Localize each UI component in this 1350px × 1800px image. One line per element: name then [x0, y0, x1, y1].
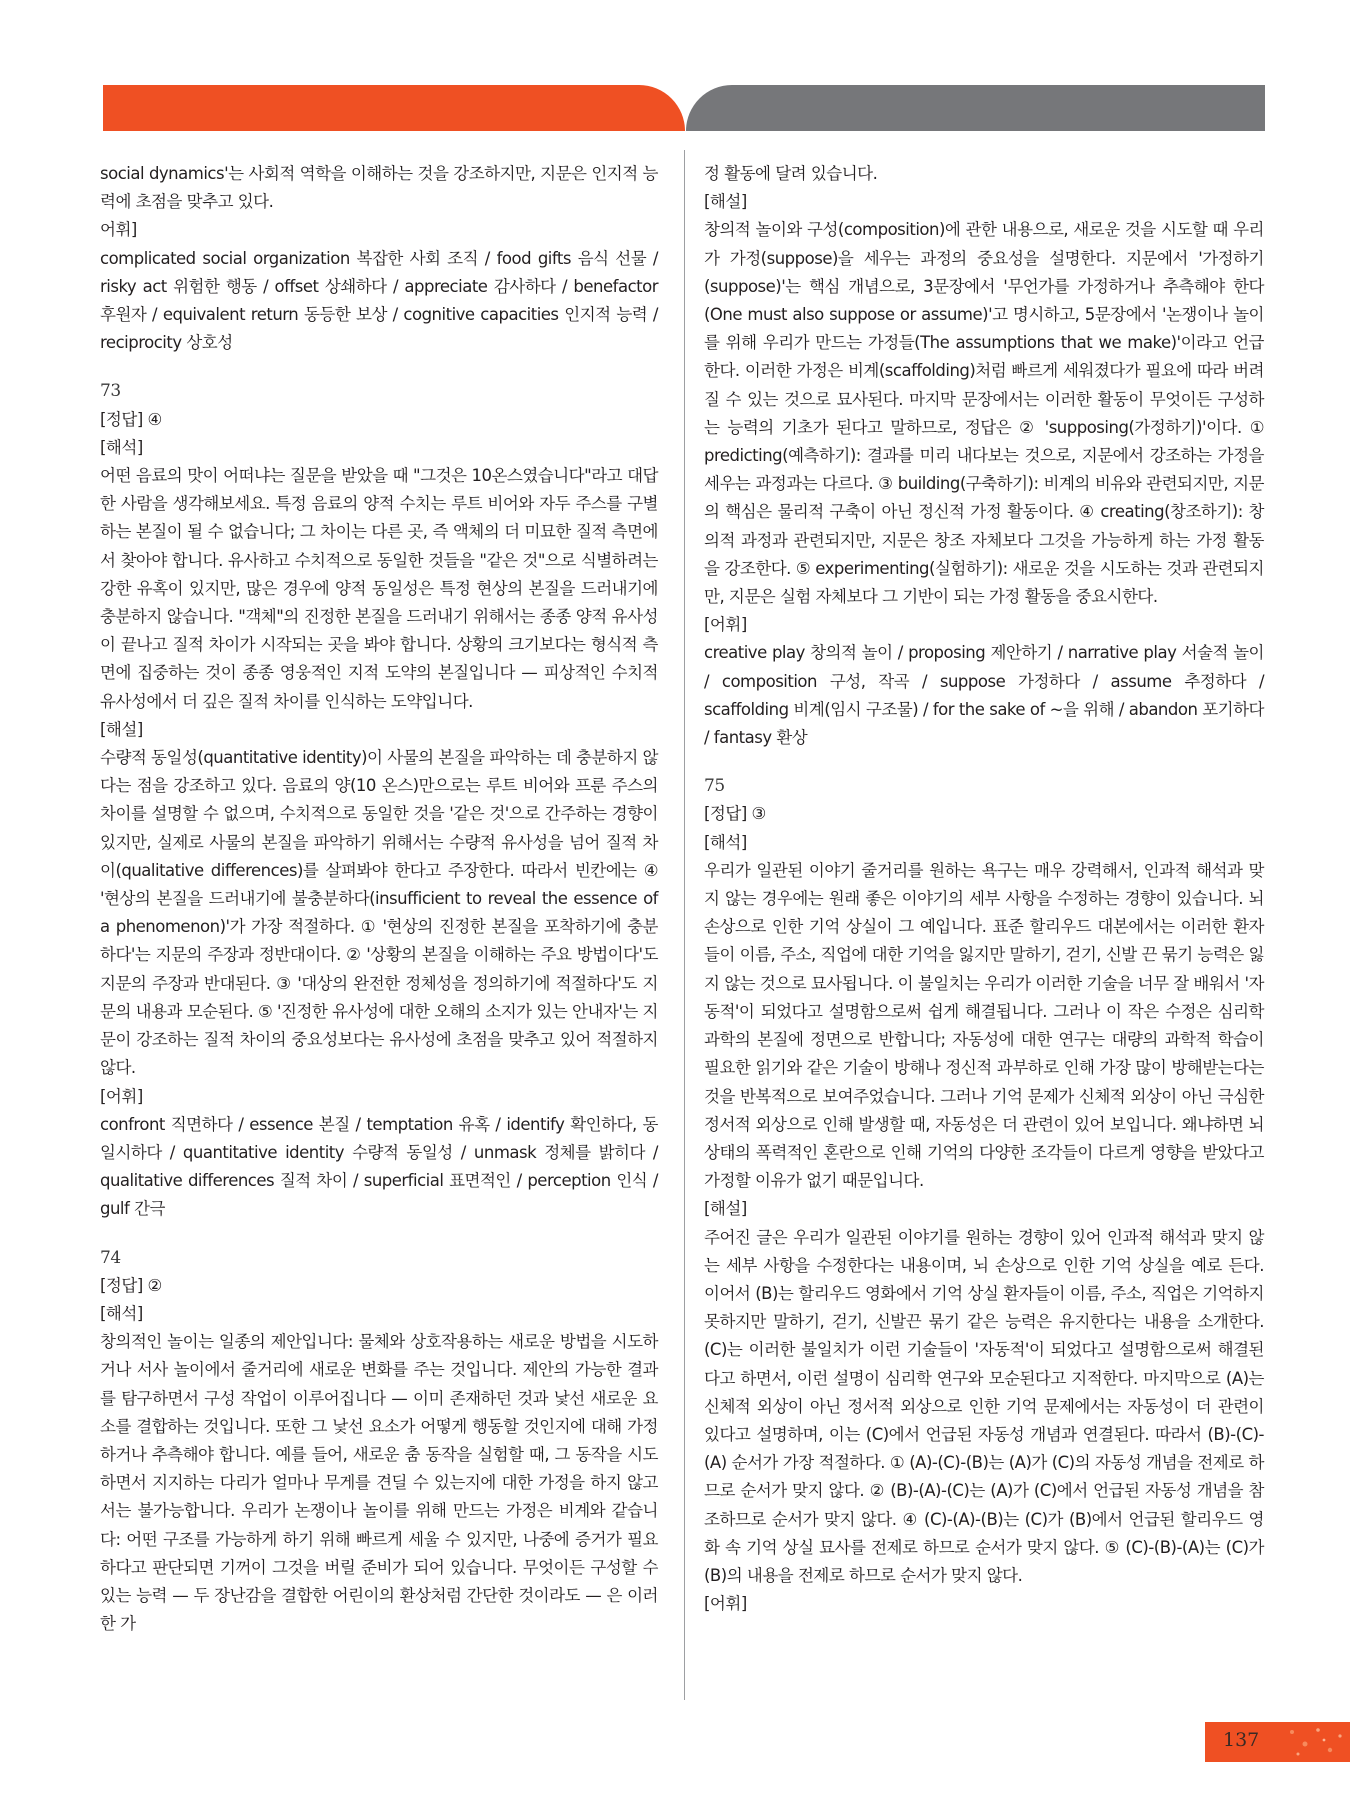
paragraph: 주어진 글은 우리가 일관된 이야기를 원하는 경향이 있어 인과적 해석과 맞지 않는 세부 사항을 수정한다는 내용이며, 뇌 손상으로 인한 기억 상실을 예로 든다. 이어서 (B)는 할리우드 영화에서 기억 상실 환자들이 이름, 주소, 직업은 기억하지 못하지만 말하기, 걷기, 신발끈 묶기 같은 능력은 유지한다는 내용을 소개한다. (C)는 이러한 불일치가 이런 기술들이 '자동적'이 되었다고 설명함으로써 해결된다고 하면서, 이런 설명이 심리학 연구와 모순된다고 지적한다. 마지막으로 (A)는 신체적 외상이 아닌 정서적 외상으로 인한 기억 문제에서는 자동성이 더 관련이 있다고 설명하며, 이는 (C)에서 언급된 자동성 개념과 연결된다. 따라서 (B)-(C)-(A) 순서가 가장 적절하다. ① (A)-(C)-(B)는 (A)가 (C)의 자동성 개념을 전제로 하므로 순서가 맞지 않다. ② (B)-(A)-(C)는 (A)가 (C)에서 언급된 자동성 개념을 참조하므로 순서가 맞지 않다. ④ (C)-(A)-(B)는 (C)가 (B)에서 언급된 할리우드 영화 속 기억 상실 묘사를 전제로 하므로 순서가 맞지 않다. ⑤ (C)-(B)-(A)는 (C)가 (B)의 내용을 전제로 하므로 순서가 맞지 않다. — [704, 1227, 1264, 1585]
section-label: [어휘] — [704, 1594, 747, 1614]
section-label: [해설] — [704, 192, 747, 212]
paragraph: 창의적 놀이와 구성(composition)에 관한 내용으로, 새로운 것을 시도할 때 우리가 가정(suppose)을 세우는 과정의 중요성을 설명한다. 지문에서 '가정하기(suppose)'는 핵심 개념으로, 3문장에서 '무언가를 가정하거나 추측해야 한다(One must also suppose or assume)'고 명시하고, 5문장에서 '논쟁이나 놀이를 위해 우리가 만드는 가정들(The assumptions that we make)'이라고 언급한다. 이러한 가정은 비계(scaffolding)처럼 빠르게 세워졌다가 필요에 따라 버려질 수 있는 것으로 묘사된다. 마지막 문장에서는 이러한 활동이 무엇이든 구성하는 능력의 기초가 된다고 말하므로, 정답은 ② 'supposing(가정하기)'이다. ① predicting(예측하기): 결과를 미리 내다보는 것으로, 지문에서 강조하는 가정을 세우는 과정과는 다르다. ③ building(구축하기): 비계의 비유와 관련되지만, 지문의 핵심은 물리적 구축이 아닌 정신적 가정 활동이다. ④ creating(창조하기): 창의적 과정과 관련되지만, 지문은 창조 자체보다 그것을 가능하게 하는 가정 활동을 강조한다. ⑤ experimenting(실험하기): 새로운 것을 시도하는 것과 관련되지만, 지문은 실험 자체보다 그 기반이 되는 가정 활동을 중요시한다. — [704, 220, 1264, 607]
section-gap — [704, 752, 1264, 772]
paragraph: social dynamics'는 사회적 역학을 이해하는 것을 강조하지만, 지문은 인지적 능력에 초점을 맞추고 있다. — [100, 164, 658, 212]
section-label: [해석] — [100, 437, 143, 457]
section-label: [정답] ④ — [100, 409, 162, 429]
section-label: [어휘] — [704, 615, 747, 635]
question-number: 74 — [100, 1247, 121, 1268]
paragraph: confront 직면하다 / essence 본질 / temptation 유혹 / identify 확인하다, 동일시하다 / quantitative identity 수량적 동일성 / unmask 정체를 밝히다 / qualitative differences 질적 차이 / superficial 표면적인 / perception 인식 / gulf 간극 — [100, 1114, 658, 1219]
section-label: 어휘] — [100, 220, 137, 240]
page-number-box — [1205, 1722, 1350, 1762]
right-column — [704, 160, 1264, 1618]
section-label: [어휘] — [100, 1086, 143, 1106]
paragraph: 우리가 일관된 이야기 줄거리를 원하는 욕구는 매우 강력해서, 인과적 해석과 맞지 않는 경우에는 원래 좋은 이야기의 세부 사항을 수정하는 경향이 있습니다. 뇌 손상으로 인한 기억 상실이 그 예입니다. 표준 할리우드 대본에서는 이러한 환자들이 이름, 주소, 직업에 대한 기억을 잃지만 말하기, 걷기, 신발 끈 묶기 능력은 잃지 않는 것으로 묘사됩니다. 이 불일치는 우리가 이러한 기술을 너무 잘 배워서 '자동적'이 되었다고 설명함으로써 쉽게 해결됩니다. 그러나 이 작은 수정은 심리학 과학의 본질에 정면으로 반합니다; 자동성에 대한 연구는 대량의 과학적 학습이 필요한 읽기와 같은 기술이 방해나 정신적 과부하로 인해 가장 많이 방해받는다는 것을 반복적으로 보여주었습니다. 그러나 기억 문제가 신체적 외상이 아닌 극심한 정서적 외상으로 인해 발생할 때, 자동성은 더 관련이 있어 보입니다. 왜냐하면 뇌 상태의 폭력적인 혼란으로 인해 기억의 다양한 조각들이 다르게 영향을 받았다고 가정할 이유가 없기 때문입니다. — [704, 860, 1264, 1191]
left-column — [100, 160, 658, 1638]
decorative-dots — [1280, 1722, 1350, 1762]
paragraph: 어떤 음료의 맛이 어떠냐는 질문을 받았을 때 "그것은 10온스였습니다"라고 대답한 사람을 생각해보세요. 특정 음료의 양적 수치는 루트 비어와 자두 주스를 구별하는 본질이 될 수 없습니다; 그 차이는 다른 곳, 즉 액체의 더 미묘한 질적 측면에서 찾아야 합니다. 유사하고 수치적으로 동일한 것들을 "같은 것"으로 식별하려는 강한 유혹이 있지만, 많은 경우에 양적 동일성은 특정 현상의 본질을 드러내기에 충분하지 않습니다. "객체"의 진정한 본질을 드러내기 위해서는 종종 양적 유사성이 끝나고 질적 차이가 시작되는 곳을 봐야 합니다. 상황의 크기보다는 형식적 측면에 집중하는 것이 종종 영웅적인 지적 도약의 본질입니다 — 피상적인 수치적 유사성에서 더 깊은 질적 차이를 인식하는 도약입니다. — [100, 466, 658, 711]
paragraph: 수량적 동일성(quantitative identity)이 사물의 본질을 파악하는 데 충분하지 않다는 점을 강조하고 있다. 음료의 양(10 온스)만으로는 루트 비어와 프룬 주스의 차이를 설명할 수 없으며, 수치적으로 동일한 것을 '같은 것'으로 간주하는 경향이 있지만, 실제로 사물의 본질을 파악하기 위해서는 수량적 유사성을 넘어 질적 차이(qualitative differences)를 살펴봐야 한다고 주장한다. 따라서 빈칸에는 ④ '현상의 본질을 드러내기에 불충분하다(insufficient to reveal the essence of a phenomenon)'가 가장 적절하다. ① '현상의 진정한 본질을 포착하기에 충분하다'는 지문의 주장과 정반대이다. ② '상황의 본질을 이해하는 주요 방법이다'도 지문의 주장과 반대된다. ③ '대상의 완전한 정체성을 정의하기에 적절하다'도 지문의 내용과 모순된다. ⑤ '진정한 유사성에 대한 오해의 소지가 있는 안내자'는 지문이 강조하는 질적 차이의 중요성보다는 유사성에 초점을 맞추고 있어 적절하지 않다. — [100, 748, 658, 1078]
section-gap — [100, 1224, 658, 1244]
page-number: 137 — [1223, 1729, 1260, 1751]
section-label: [정답] ③ — [704, 804, 766, 824]
header-bar-right — [686, 85, 1265, 131]
paragraph: complicated social organization 복잡한 사회 조직 / food gifts 음식 선물 / risky act 위험한 행동 / offset 상쇄하다 / appreciate 감사하다 / benefactor 후원자 / equivalent return 동등한 보상 / cognitive capacities 인지적 능력 / reciprocity 상호성 — [100, 248, 658, 353]
column-divider — [684, 150, 685, 1700]
section-label: [해석] — [100, 1303, 143, 1323]
paragraph: creative play 창의적 놀이 / proposing 제안하기 / narrative play 서술적 놀이 / composition 구성, 작곡 / suppose 가정하다 / assume 추정하다 / scaffolding 비계(임시 구조물) / for the sake of ~을 위해 / abandon 포기하다 / fantasy 환상 — [704, 643, 1264, 748]
section-label: [해석] — [704, 832, 747, 852]
question-number: 73 — [100, 381, 121, 402]
paragraph: 정 활동에 달려 있습니다. — [704, 164, 878, 183]
section-gap — [100, 357, 658, 377]
header-bar-left — [103, 85, 685, 131]
paragraph: 창의적인 놀이는 일종의 제안입니다: 물체와 상호작용하는 새로운 방법을 시도하거나 서사 놀이에서 줄거리에 새로운 변화를 주는 것입니다. 제안의 가능한 결과를 탐구하면서 구성 작업이 이루어집니다 — 이미 존재하던 것과 낯선 새로운 요소를 결합하는 것입니다. 또한 그 낯선 요소가 어떻게 행동할 것인지에 대해 가정하거나 추측해야 합니다. 예를 들어, 새로운 춤 동작을 실험할 때, 그 동작을 시도하면서 지지하는 다리가 얼마나 무게를 견딜 수 있는지에 대한 가정을 하지 않고서는 불가능합니다. 우리가 논쟁이나 놀이를 위해 만드는 가정은 비계와 같습니다: 어떤 구조를 가능하게 하기 위해 빠르게 세울 수 있지만, 나중에 증거가 필요하다고 판단되면 기꺼이 그것을 버릴 준비가 되어 있습니다. 무엇이든 구성할 수 있는 능력 — 두 장난감을 결합한 어린이의 환상처럼 간단한 것이라도 — 은 이러한 가 — [100, 1332, 658, 1634]
section-label: [해설] — [100, 719, 143, 739]
section-label: [정답] ② — [100, 1275, 162, 1295]
question-number: 75 — [704, 776, 725, 797]
section-label: [해설] — [704, 1199, 747, 1219]
